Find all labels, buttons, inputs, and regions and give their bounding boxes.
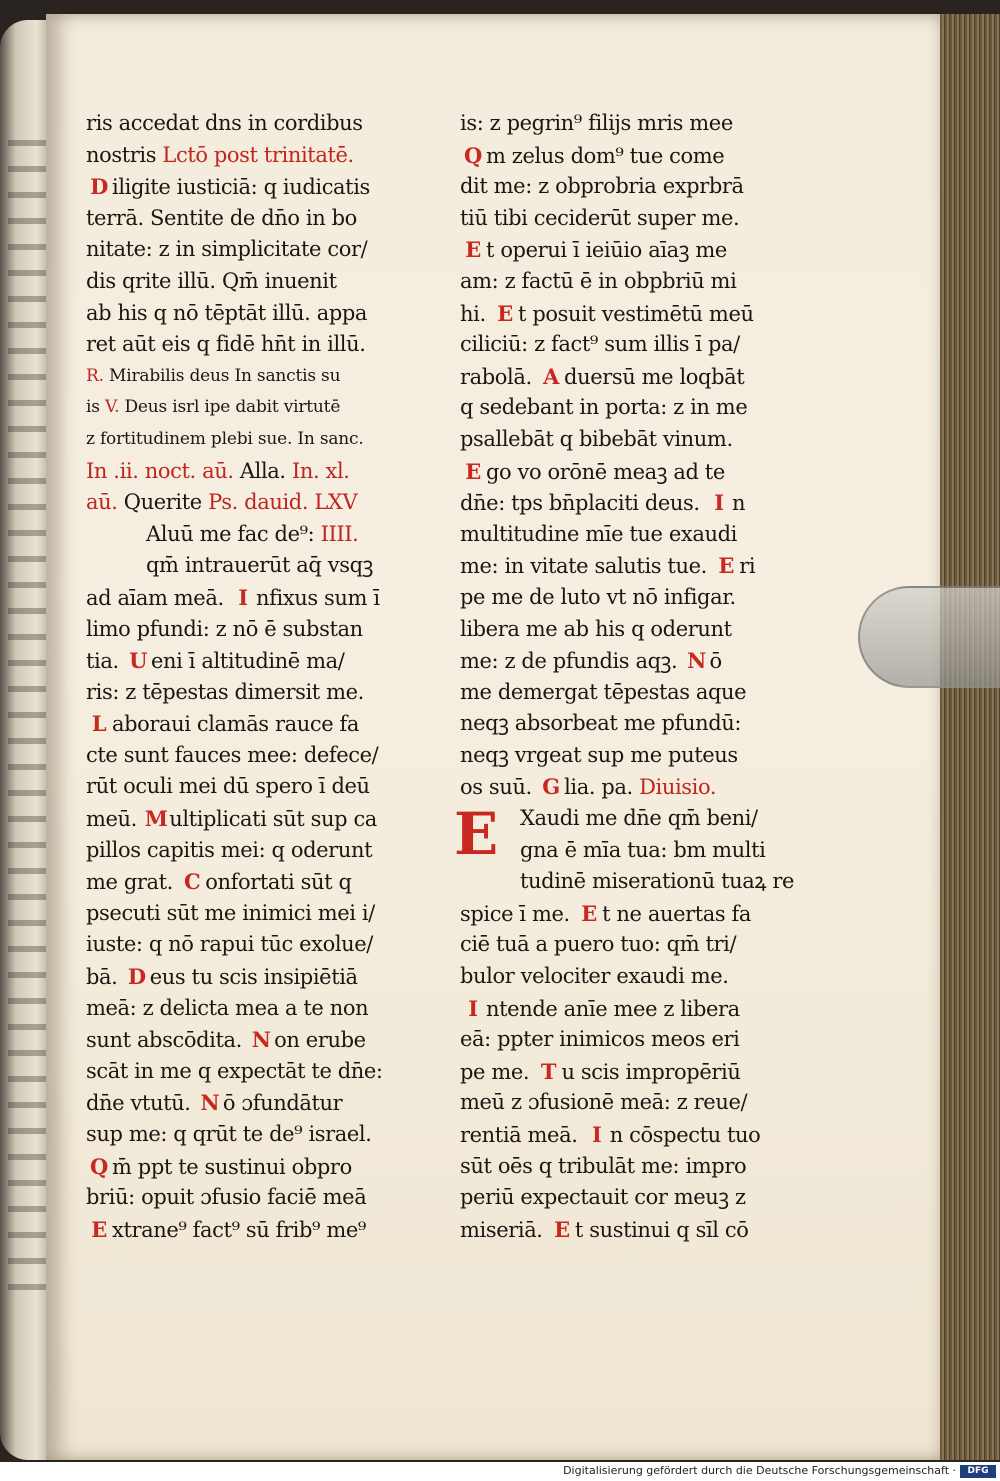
text-line	[86, 898, 436, 930]
rubricated-initial: D	[127, 964, 146, 990]
line-text: ntende anīe mee z libera	[486, 996, 740, 1021]
text-line	[86, 1024, 436, 1056]
rubricated-initial: Q	[464, 142, 482, 168]
text-line	[460, 1119, 810, 1151]
line-text: meā: z delicta mea a te non	[86, 995, 369, 1020]
rubricated-initial: C	[184, 869, 201, 895]
rubricated-initial: G	[542, 774, 560, 800]
line-text: me demergat tēpestas aque	[460, 679, 747, 704]
rubric-text: Lctō post trinitatē.	[162, 142, 354, 167]
rubric-text: IIII.	[320, 521, 359, 546]
line-text: Deus isrl ipe dabit virtutē	[124, 397, 341, 418]
right-text-column	[454, 108, 810, 1245]
line-text: meū.	[86, 807, 144, 832]
line-text: libera me ab his q oderunt	[460, 616, 732, 641]
line-text: psecuti sūt me inimici mei i/	[86, 900, 375, 925]
line-text: neqꝫ absorbeat me pfundū:	[460, 711, 742, 736]
text-line	[86, 771, 436, 803]
line-text: hi.	[460, 301, 492, 326]
text-line	[460, 108, 810, 140]
line-text: ciē tuā a puero tuo: qm̄ tri/	[460, 932, 737, 957]
line-text: ris: z tēpestas dimersit me.	[86, 679, 364, 704]
line-text: limo pfundi: z nō ē substan	[86, 616, 363, 641]
text-line	[460, 898, 810, 930]
text-line	[86, 961, 436, 993]
text-line	[460, 424, 810, 456]
line-text: Aluū me fac de⁹:	[146, 521, 321, 546]
line-text: n cōspectu tuo	[609, 1123, 761, 1147]
line-text: bulor velociter exaudi me.	[460, 964, 729, 989]
rubricated-initial: N	[200, 1090, 220, 1116]
text-line	[460, 329, 810, 361]
text-line	[460, 487, 810, 519]
facing-page-text-bleed	[8, 140, 46, 1290]
line-text: scāt in me q expectāt te dn̄e:	[86, 1058, 383, 1083]
text-line	[86, 298, 436, 330]
line-text: iligite iusticiā: q iudicatis	[112, 175, 370, 200]
line-text: ri	[739, 554, 756, 579]
text-line	[86, 1119, 436, 1151]
line-text: dn̄e: tps bn̄placiti deus.	[460, 491, 706, 516]
text-line	[86, 140, 436, 172]
text-line	[460, 203, 810, 235]
text-line	[86, 203, 436, 235]
text-line	[460, 1087, 810, 1119]
rubricated-initial: N	[251, 1027, 271, 1053]
line-text: me grat.	[86, 870, 180, 895]
rubricated-initial: E	[91, 1216, 107, 1242]
rubricated-initial: D	[90, 174, 108, 200]
text-line	[460, 234, 810, 266]
line-text: m zelus dom⁹ tue come	[486, 143, 725, 168]
line-text: ad aīam meā.	[86, 585, 230, 610]
line-text: pe me de luto vt nō infigar.	[460, 584, 736, 609]
rubric-text: In. xl.	[291, 458, 350, 483]
line-text: ris accedat dns in cordibus	[86, 111, 363, 135]
rubric-text: R.	[86, 365, 110, 386]
text-line	[86, 361, 436, 393]
text-line	[460, 519, 810, 551]
text-line	[460, 1056, 810, 1088]
line-text: tiū tibi ceciderūt super me.	[460, 205, 740, 230]
text-line	[86, 1214, 436, 1246]
rubricated-initial: I	[714, 490, 724, 516]
text-line	[86, 803, 436, 835]
line-text: meū z ɔfusionē meā: z reue/	[460, 1090, 748, 1115]
funding-notice: Digitalisierung gefördert durch die Deutsche Forschungsgemeinschaft ·	[563, 1464, 956, 1477]
page-holder-clip	[858, 586, 1000, 688]
line-text: eā: ppter inimicos meos eri	[460, 1027, 740, 1052]
line-text: cte sunt fauces mee: defece/	[86, 742, 379, 767]
line-text: rentiā meā.	[460, 1123, 584, 1147]
line-text: neqꝫ vrgeat sup me puteus	[460, 742, 738, 767]
text-line	[460, 993, 810, 1025]
line-text: is	[86, 397, 105, 418]
text-line	[86, 1182, 436, 1214]
line-text: onfortati sūt q	[205, 870, 352, 895]
line-text: q sedebant in porta: z in me	[460, 395, 748, 420]
line-text: pe me.	[460, 1059, 536, 1084]
line-text: Mirabilis deus In sanctis su	[109, 365, 341, 386]
line-text: rūt oculi mei dū spero ī deū	[86, 774, 370, 799]
line-text: nitate: z in simplicitate cor/	[86, 237, 368, 262]
line-text: dis qrite illū. Qm̄ inuenit	[86, 268, 337, 293]
text-line	[460, 140, 810, 172]
line-text: me: in vitate salutis tue.	[460, 554, 714, 579]
line-text: pillos capitis mei: q oderunt	[86, 837, 373, 862]
text-line	[460, 1151, 810, 1183]
rubricated-initial: I	[592, 1122, 602, 1147]
line-text: dn̄e vtutū.	[86, 1091, 197, 1116]
line-text: sup me: q qrūt te de⁹ israel.	[86, 1122, 372, 1146]
line-text: Xaudi me dn̄e qm̄ beni/	[520, 806, 758, 831]
text-line	[460, 614, 810, 646]
footer-bar	[0, 1462, 1000, 1481]
line-text: spice ī me.	[460, 901, 577, 926]
text-line	[86, 614, 436, 646]
line-text: ultiplicati sūt sup ca	[169, 807, 377, 832]
rubric-text: aū.	[86, 490, 124, 515]
rubricated-initial: M	[144, 806, 168, 832]
rubric-text: Ps. dauid. LXV	[208, 490, 358, 515]
line-text: dit me: z obprobria exprbrā	[460, 174, 744, 199]
rubricated-initial: E	[581, 900, 597, 926]
line-text: t ne auertas fa	[602, 901, 752, 926]
line-text: multitudine mīe tue exaudi	[460, 521, 737, 546]
rubricated-initial: T	[540, 1058, 557, 1084]
rubricated-initial: N	[687, 648, 706, 674]
line-text: am: z factū ē in obpbriū mi	[460, 268, 737, 293]
text-line	[86, 487, 436, 519]
line-text: gna ē mīa tua: bm multi	[520, 837, 766, 862]
line-text: go vo orōnē meaꝫ ad te	[486, 459, 725, 484]
rubricated-initial: I	[468, 995, 478, 1021]
line-text: is: z pegrin⁹ filijs mris mee	[460, 111, 733, 135]
text-line	[86, 677, 436, 709]
rubricated-initial: U	[129, 648, 147, 674]
line-text: psallebāt q bibebāt vinum.	[460, 426, 733, 451]
text-line	[86, 866, 436, 898]
line-text: t posuit vestimētū meū	[518, 301, 754, 326]
rubricated-initial: A	[543, 363, 559, 389]
line-text: u scis impropēriū	[561, 1059, 741, 1084]
line-text: sunt abscōdita.	[86, 1028, 249, 1053]
line-text: ret aūt eis q fidē hn̄t in illū.	[86, 332, 366, 357]
line-text: tudinē miserationū tuaꝝ re	[520, 869, 795, 894]
line-text: ō	[709, 649, 722, 674]
text-line	[86, 1087, 436, 1119]
text-line	[460, 1182, 810, 1214]
page-block-edge	[940, 14, 1000, 1460]
text-line	[460, 708, 810, 740]
line-text: m̄ ppt te sustinui obpro	[112, 1154, 352, 1179]
text-line	[460, 929, 810, 961]
text-line	[460, 392, 810, 424]
text-line	[460, 1024, 810, 1056]
facing-page-edge	[0, 20, 52, 1460]
left-text-column	[86, 108, 436, 1245]
text-line	[460, 456, 810, 488]
text-line	[460, 961, 810, 993]
line-text: eus tu scis insipiētiā	[149, 965, 358, 990]
text-line	[460, 361, 810, 393]
line-text: t operui ī ieiūio aīaꝫ me	[486, 238, 727, 263]
line-text: briū: opuit ɔfusio faciē meā	[86, 1185, 367, 1210]
text-line	[86, 1151, 436, 1183]
rubricated-initial: E	[465, 237, 481, 263]
rubric-text: Diuisio.	[639, 775, 717, 800]
rubricated-initial: E	[554, 1216, 570, 1242]
rubricated-initial: L	[91, 711, 107, 737]
rubricated-initial: Q	[90, 1153, 108, 1179]
text-line	[86, 929, 436, 961]
text-line	[86, 550, 436, 582]
text-line	[86, 392, 436, 424]
rubric-text: In .ii. noct. aū.	[86, 458, 234, 483]
line-text: duersū me loqbāt	[564, 364, 745, 389]
line-text: aboraui clamās rauce fa	[112, 712, 360, 737]
line-text: terrā. Sentite de dn̄o in bo	[86, 205, 357, 230]
line-text: z fortitudinem plebi sue. In sanc.	[86, 428, 364, 449]
line-text: qm̄ intrauerūt aq̄ vsqꝫ	[146, 553, 373, 578]
line-text: ciliciū: z fact⁹ sum illis ī pa/	[460, 332, 740, 357]
text-line	[86, 329, 436, 361]
line-text: on erube	[274, 1028, 366, 1053]
text-line	[86, 266, 436, 298]
line-text: bā.	[86, 965, 124, 990]
line-text: tia.	[86, 649, 126, 674]
text-line	[460, 266, 810, 298]
text-line	[460, 771, 810, 803]
text-line	[460, 835, 810, 867]
dfg-logo: DFG	[960, 1465, 996, 1478]
text-line	[86, 456, 436, 488]
text-line	[460, 1214, 810, 1246]
line-text: periū expectauit cor meuꝫ z	[460, 1185, 746, 1210]
text-line	[86, 1056, 436, 1088]
text-line	[460, 298, 810, 330]
text-line	[86, 582, 436, 614]
line-text: ō ɔfundātur	[222, 1091, 343, 1116]
text-line	[86, 740, 436, 772]
text-line	[460, 740, 810, 772]
line-text: nostris	[86, 142, 163, 167]
line-text: eni ī altitudinē ma/	[151, 649, 345, 674]
text-line	[460, 677, 810, 709]
line-text: n	[731, 491, 746, 516]
line-text: lia. pa.	[564, 775, 640, 800]
text-line	[460, 866, 810, 898]
text-line	[86, 708, 436, 740]
text-line	[86, 835, 436, 867]
rubricated-initial: E	[497, 300, 513, 326]
text-line	[86, 519, 436, 551]
text-line	[86, 993, 436, 1025]
rubricated-initial: I	[238, 584, 248, 610]
line-text: iuste: q nō rapui tūc exolue/	[86, 932, 373, 957]
rubricated-initial: E	[718, 553, 734, 579]
text-line	[86, 108, 436, 140]
text-line	[460, 645, 810, 677]
line-text: me: z de pfundis aqꝫ.	[460, 649, 684, 674]
line-text: xtrane⁹ fact⁹ sū frib⁹ me⁹	[112, 1217, 366, 1242]
text-line	[86, 424, 436, 456]
text-line	[460, 582, 810, 614]
line-text: miseriā.	[460, 1217, 549, 1242]
text-line	[86, 171, 436, 203]
line-text: os suū.	[460, 775, 539, 800]
rubricated-initial: E	[465, 458, 481, 484]
line-text: Alla.	[233, 458, 292, 483]
line-text: rabolā.	[460, 364, 539, 389]
line-text: sūt oēs q tribulāt me: impro	[460, 1153, 747, 1178]
rubric-text: V.	[104, 397, 125, 418]
text-line	[86, 645, 436, 677]
line-text: t sustinui q sīl cō	[574, 1217, 749, 1242]
line-text: nfixus sum ī	[256, 585, 380, 610]
text-line	[460, 171, 810, 203]
decorated-initial: E	[454, 800, 498, 869]
text-line	[86, 234, 436, 266]
line-text: ab his q nō tēptāt illū. appa	[86, 300, 368, 325]
line-text: Querite	[123, 490, 209, 515]
text-line	[460, 550, 810, 582]
